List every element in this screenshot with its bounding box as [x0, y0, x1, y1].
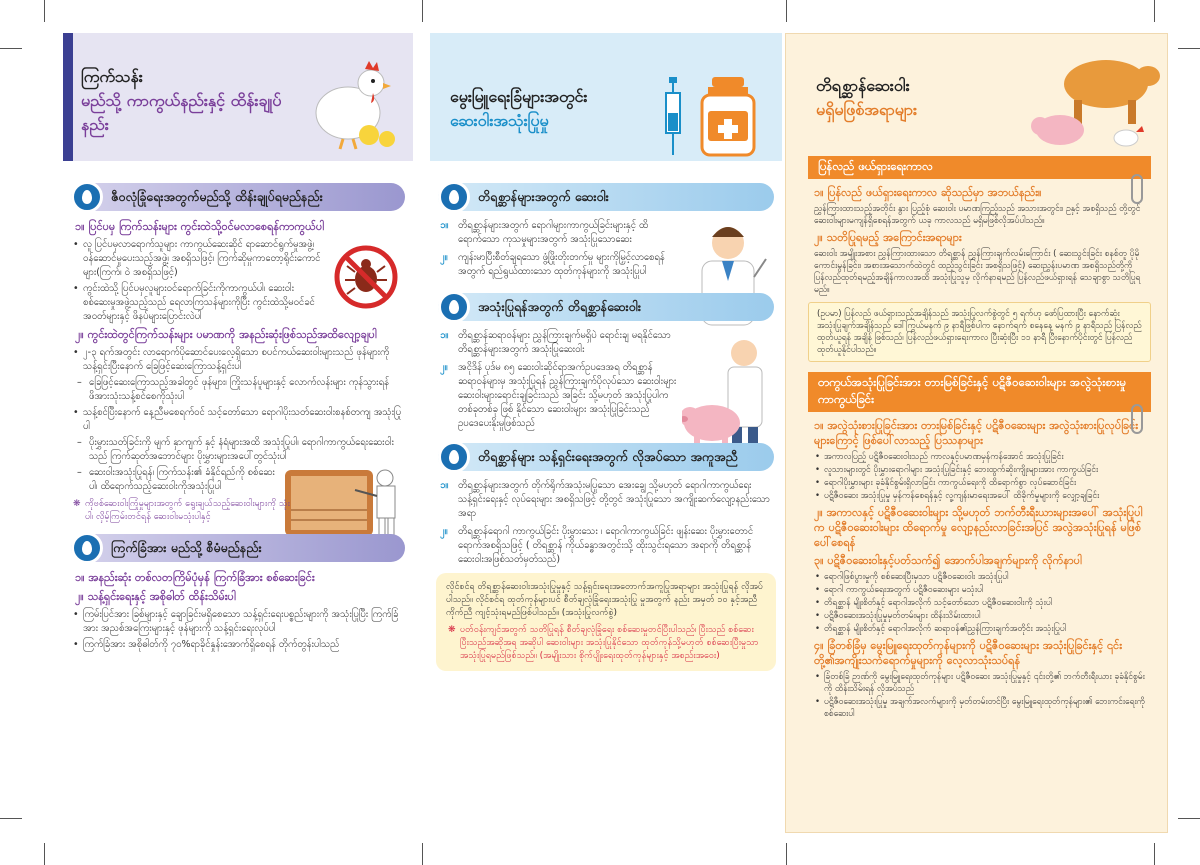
- crop-mark: [44, 0, 45, 22]
- content-block: [71, 238, 405, 324]
- panel3-header: [786, 34, 1167, 156]
- chicken-illustration: [303, 53, 403, 153]
- subheading: ၁။ ပြင်ပမှ ကြက်သန်းများ ကွင်းထဲသို့ဝင်မလာစေရန်ကာကွယ်ပါ: [75, 220, 325, 233]
- bullet-text: • သန့်စင်ပြီးနောက် နေ့ညီမစေရက်ဝင် သင့်တော်သော ရောဂါပိုးသတ်ဆေးဝါးစနစ်တကျ အသုံးပြုပါ: [71, 406, 405, 434]
- tab-antibiotic-misuse: တကွယ်အသုံးပြုခြင်းအား တားမြစ်ခြင်းနှင့် ပဋိဇီဝဆေးဝါးများ အလွဲသုံးစားမှုကာကွယ်ခြင်း: [808, 372, 1151, 412]
- panel3-title: တိရစ္ဆာန်ဆေးဝါး မရှိမဖြစ်အရာများ: [816, 76, 918, 119]
- water-drop-icon: [438, 181, 470, 213]
- subheading: ၂။ သတိပြုရမည့် အကြောင်းအရာများ: [814, 231, 962, 244]
- bullet-text: • လူ ပြင်ပမှလာရောက်သူများ ကာကွယ်ဆေးဆိုင် ရာဆောင်ရွက်မှုအဖွဲ့၊ ဝန်ဆောင်မှုပေးသည့်အဖွဲ့၊ အစရှိသဖြင့်၊ ကြက်ဆိုမှုကာတော့ရိုင်းကောင်များ(ကြက်၊ ဝဲ အစရှိသဖြင့်): [71, 238, 321, 280]
- spraying-worker-illustration: [285, 460, 405, 538]
- dash-text: – ဆေးဝါးအသုံးပြုရန်၊ ကြက်သန်း၏ ခံနိုင်ရည်ကို စစ်ဆေးပါ၊ ထိရောက်သည့်ဆေးဝါးကိုအသုံးပြုပါ: [71, 466, 281, 494]
- numbered-item: ၂။ အငိုဒိန် ပုဒ်မ ၈၅ ဆေးဝါးဆိုင်ရာအက်ဥပဒေအရ တိရစ္ဆာန်ဆရာဝန်များမှ အသုံးပြုရန် ညွှန်ကြားချက်ပိုလုပ်သော ဆေးဝါးများ ဆေးဝါးများရောင်းချခြင်းသည် အခြင်း သို့မဟုတ် အသုံးပြုပါက တစ်ခုတစ်ခု ဖြစ် နိုင်သော ဆေးဝါးများ အသုံးပြုခြင်းသည် ဥပဒေပေးနိုးမှုဖြစ်သည်: [440, 362, 677, 429]
- tab-withdrawal-period: ပြန်လည် ဖယ်ရှားရေးကာလ: [808, 156, 1151, 179]
- subheading: ၁။ အလွဲသုံးစားပြုခြင်းအား တားမြစ်ခြင်းနှင့် ပဋိဇီဝဆေးများ အလွဲသုံးစားပြုလုပ်ခြင်းများကြောင့် ဖြစ်ပေါ်လာသည့် ပြဿနာများ: [814, 419, 1139, 447]
- section-coop-management: [63, 534, 413, 652]
- fold-mark: [422, 843, 423, 865]
- paperclip-icon: [1131, 174, 1143, 204]
- bullet-text: • ကြမ်းပြင်အား ခြစ်များနှင့် ချောခြင်းမရှိစေသော သန့်ရှင်းရေးပစ္စည်းများကို အသုံးပြုပြီး ကြက်ခြံအား အညစ်အကြေးများနှင့် ဖုန်များကို သန့်ရှင်းရေးလုပ်ပါ: [71, 608, 405, 636]
- crop-mark: [1154, 0, 1155, 22]
- crop-mark: [44, 843, 45, 865]
- panel1-header: [63, 33, 413, 161]
- paperclip-icon: [1131, 404, 1143, 434]
- fold-mark: [422, 0, 423, 22]
- water-drop-icon: [71, 532, 103, 564]
- bullet-text: • ၂-၃ ရက်အတွင်း လာရောက်ပိုဆောင်ပေးလေ့ရှိသော စပင်ကယ်ဆေးဝါးများသည် ဖုန်များကို သန့်ရှင်းပြီးနောက် ခြေဖြင့်ဆေးကြောသန့်ရှင်းပါ: [71, 346, 405, 374]
- subheading: ၃။ ပဋိဇီဝဆေးဝါးနှင့်ပတ်သက်၍ အောက်ပါအချက်များကို လိုက်နာပါ: [814, 554, 1082, 567]
- section-heading: ဇီဝလုံခြုံရေးအတွက်မည်သို့ ထိန်းချုပ်ရမည်နည်း: [71, 183, 405, 211]
- subheading: ၂။ သန့်ရှင်းရေးနှင့် အစိုဓါတ် ထိန်းသိမ်းပါ: [75, 590, 236, 603]
- subheading: ၂။ ကွင်းထဲတွင်ကြက်သန်းများ ပမာဏကို အနည်းဆုံးဖြစ်သည်အထိလျော့ချပါ: [75, 328, 377, 341]
- warning-box: [436, 573, 776, 671]
- subheading: ၄။ ခြံတစ်ခြံမှ မွေးမြူရေးထုတ်ကုန်များကို ပဋိဇီဝဆေးများ အသုံးပြုခြင်းနှင့် ၎င်းတို့၏အကျိုးသက်ရောက်မှုများကို လေ့လာသုံးသပ်ရန်: [814, 639, 1123, 667]
- fold-mark: [786, 0, 787, 22]
- warning-text: လိုင်စင်ရ တိရစ္ဆာန်ဆေးဝါးအသုံးပြုမှုနှင့် သန့်ရှင်းရေးအတောက်အကူပြုအရာများ အသုံးပြုရန် လိုအပ်ပါသည်။ လိုင်စင်ရ ထုတ်ကုန်များပင် စီတ်ချလုံခြုံရေးအသုံးပြု မှုအတွက် နည်း အမှတ် ၁၀ နှင့်အညီကိုက်ညီ ကျင့်သုံးရမည်ဖြစ်ပါသည်။ (အသုံးပြုလက်စွဲ): [446, 582, 763, 618]
- warning-note: ❋ ပတ်ဝန်းကျင်အတွက် သတိပြုရန် စီတ်ချလုံခြုံရေး စစ်ဆေးမှုတင်ပြီးပါသည်၊ ပြီးသည် စစ်ဆေးပြီးသည်အဆိုအရ အဆိုပါ ဆေးဝါးများ အသုံးပြုနိုင်သော ထုတ်ကုန်သို့မဟုတ် စစ်ဆေးပြီးမှုသာ အသုံးပြုရမည်ဖြစ်သည်။ (အမျိုးသား စိုက်ပျိုးရေးထုတ်ကုန်များနှင့် အစည်းအဝေး): [446, 624, 766, 663]
- panel-poultry-mites: [63, 33, 413, 833]
- note-text: ❋ ကိုဗစ်ဆေးဝါးကြုံမှုများအတွက် ရွေးချယ်သည့်ဆေးဝါးများကို သုံးပါ၊ လှိမ့်ကြမ်းတင်ရန် ဆေးဝါးမသုံးပါနှင့်: [71, 498, 291, 524]
- fold-mark: [786, 843, 787, 865]
- crop-mark: [1154, 843, 1155, 865]
- dash-text: – ခြေဖြင့်ဆေးကြောသည့်အခါတွင် ဖုန်များ၊ ကြိုးသန်ပူများနှင့် လောက်လန်းများ ကုန်သွားရန် ဖိအားသုံးသန့်စင်စေကိုသုံးပါ: [71, 376, 405, 404]
- water-drop-icon: [71, 181, 103, 213]
- no-mite-icon: [333, 244, 399, 310]
- section-drugs-for-animals: [430, 183, 782, 279]
- crop-mark: [1178, 48, 1200, 49]
- body-text: ညွှန်ကြားထားသည့်အတိုင်း နွား ပြည့်စုံ ဆေးဝါး ပမာဏကြည့်သည် အသားအတွင်း၊ ဥနှင့် အစရှိသည် တို့တွင် ဆေးဝါးများမကျန်ရှိစေရန်အတွက် ယခု ကာလသည် မရှိမဖြစ်လိုအပ်ပါသည်။: [814, 204, 1141, 226]
- content-block: [438, 329, 774, 431]
- content-block: [71, 466, 405, 494]
- bullet-list: • အကာလပြည့် ပဋိဇီဝဆေးဝါးသည် ကာလနှင့်ပမာဏမှန်ကန်အောင် အသုံးပြုခြင်း • လူသားများတွင် ပိုးမွှားရောဂါများ အသုံးပြုခြင်းနှင့် ဘေးထွက်ဆိုးကျိုးများအား ကာကွယ်ခြင်း • ရောဂါပိုးမွှားများ ခုခံနိုင်စွမ်းရှိလာခြင်း ကာကွယ်ရေးကို ထိရောက်စွာ လုပ်ဆောင်ခြင်း • ပဋိဇီဝဆေး အသုံးပြုမှု မှန်ကန်စေရန်နှင့် လူ့ကျန်းမာရေးအပေါ် ထိခိုက်မှုများကို လျှော့ချခြင်း: [814, 451, 1147, 502]
- crop-mark: [0, 48, 22, 49]
- section-heading: ကြက်ခြံအား မည်သို့ စီမံမည်နည်း: [71, 534, 405, 562]
- water-drop-icon: [438, 291, 470, 323]
- panel1-title: ကြက်သန်း မည်သို့ ကာကွယ်နည်းနှင့် ထိန်းချုပ်နည်း: [81, 67, 282, 134]
- dash-text: – ပိုးမွှားသတ်ခြင်းကို မျက် နှာကျက် နှင့် နံရံများအထိ အသုံးပြုပါ၊ ရောဂါကာကွယ်ရေးဆေးဝါးသည် ကြက်ဆုတ်အဘောင်များ ပိုးမွှားများအပေါ်တွင်သုံးပါ: [71, 436, 405, 464]
- bullet-list: • ခြံတစ်ခြံ ဉာဏ်ကို မွေးမြူရေးထုတ်ကုန်များ ပဋိဇီဝဆေး အသုံးပြုမှုနှင့် ၎င်းတို့၏ ဘက်တီးရီးယား ခုခံနိုင်စွမ်းကို ထိန်းသိမ်းရန် လိုအပ်သည် • ပဋိဇီဝဆေးအသုံးပြုမှု အချက်အလက်များကို မှတ်တမ်းတင်ပြီး မွေးမြူရေးထုတ်ကုန်များ၏ ဘေးကင်းရေးကို စစ်ဆေးပါ: [814, 671, 1147, 720]
- numbered-item: ၁။ တိရစ္ဆာန်များအတွက် ရောဂါများကာကွယ်ခြင်းများနှင့် ထိရောက်သော ကုသမှုများအတွက် အသုံးပြုသောဆေး: [440, 220, 649, 245]
- example-box: (ဥပမာ) ပြန်လည် ဖယ်ရှားသည့်အချိန်သည် အသုံးပြုလက်စွဲတွင် ၅ ရက်ဟု ဖော်ပြထားပြီး နောက်ဆုံးအသုံးပြုချက်အချိန်သည် ဒေါ်ကြွယ်မနက် ၉ နာရီဖြစ်ပါက နောက်ရက် စနေနေ့ မနက် ၉ နာရီသည် ပြန်လည် ထုတ်ယူရန် အချိန် ဖြစ်သည်၊ ပြန်လည်ဖယ်ရှားရေးကာလ ပြီးဆုံးပြီး ၁၁ နာရီ ပြီးနောက်ပိုင်းတွင် ပြန်လည်ထုတ်ယူနိုင်ပါသည်။: [808, 302, 1151, 362]
- numbered-item: ၂။ ကျန်းမာပြီးစီတ်ချရသော ဖွံ့ဖြိုးတိုးတက်မှု များကိုမြှင့်လာစေရန်အတွက် ရည်ရွယ်ထားသော ထုတ်ကုန်များကို အသုံးပြုပါ: [440, 252, 665, 277]
- body-text: ဆေးဝါး အမျိုးအစား ညွှန်ကြားထားသော တိရစ္ဆာန် ညွှန်ကြားချက်လမ်းကြောင်း ( ဆေးသွင်းခြင်း စနစ်တူ ပိုမိုကောင်းမွန်ခြင်း၊ အစားအသောက်ထဲတွင် ထည့်သွင်းခြင်း အစရှိသဖြင့်) ဆေးညွှန်းပမာဏ အစရှိသည်တို့ကို ပြန်လည်ထုတ်ရမည့်အချိန်ကာလအထိ အသုံးပြုသူမှ လိုက်နာရမည် ပြန်လည်ဖယ်ရှားရန် သေချာစွာ သတိပြုရမည်။: [814, 249, 1141, 295]
- panel2-title: မွေးမြူရေးခြံများအတွင်း ဆေးဝါးအသုံးပြုမှု: [450, 87, 588, 130]
- panel2-header: [430, 33, 782, 161]
- cow-pig-illustration: [1024, 44, 1164, 152]
- section-heading: အသုံးပြုရန်အတွက် တိရစ္ဆာန်ဆေးဝါး: [438, 293, 774, 321]
- numbered-item: ၂။ တိရစ္ဆာန်ရောဂါ ကာကွယ်ခြင်း ပိုးမွှားသေး ၊ ရောဂါကာကွယ်ခြင်း ဖျန်းဆေး ပိုးမွှားတောင်ရောက်အစရှိသဖြင့် ( တိရစ္ဆာန် ကိုယ်ခန္ဓာအတွင်းသို့ ထိုးသွင်းရသော အရာကို တိရစ္ဆာန်ဆေးဝါးအဖြစ်သတ်မှတ်သည်): [440, 526, 754, 565]
- bullet-list: • ရောဂါဖြစ်ပွားမှုကို စစ်ဆေးပြီးမှသာ ပဋိဇီဝဆေးဝါး အသုံးပြုပါ • ရောဂါ ကာကွယ်ရေးအတွက် ပဋိဇီဝဆေးများ မသုံးပါ • တိရစ္ဆာန် မျိုးစိတ်နှင့် ရောဂါအလိုက် သင့်တော်သော ပဋိဇီဝဆေးဝါးကို သုံးပါ • ပဋိဇီဝဆေးအသုံးပြုမှုမှတ်တမ်းများ ထိန်းသိမ်းထားပါ • တိရစ္ဆာန် မျိုးစိတ်နှင့် ရောဂါအလိုက် ဆရာဝန်၏ညွှန်ကြားချက်အတိုင်း အသုံးပြုပါ: [814, 571, 1147, 635]
- crop-mark: [1178, 818, 1200, 819]
- section-sanitation: [430, 443, 782, 567]
- crop-mark: [0, 818, 22, 819]
- syringe-icon: [662, 77, 684, 157]
- panel-vet-drug-essentials: [785, 33, 1168, 833]
- panel-farm-drug-use: [430, 33, 782, 833]
- section-heading: တိရစ္ဆာန်များအတွက် ဆေးဝါး: [438, 183, 774, 211]
- subheading: ၂။ အကာလနှင့် ပဋိဇီဝဆေးဝါးများ သို့မဟုတ် ဘက်တီးရီးယားများအပေါ် အသုံးပြုပါက ပဋိဇီဝဆေးဝါးများ ထိရောက်မှု လျော့နည်းလာခြင်းအပြင် အလွဲအသုံးပြုရန် မဖြစ်ပေါ်စေရန်: [814, 506, 1143, 549]
- numbered-item: ၁။ တိရစ္ဆာန်ဆရာဝန်များ ညွှန်ကြားချက်မရှိပဲ ရောင်းချ မရနိုင်သော တိရစ္ဆာန်များအတွက် အသုံးပြုဆေးဝါး: [440, 330, 671, 355]
- bullet-text: • ကွင်းထဲသို့ ပြင်ပမှလူများဝင်ရောက်ခြင်းကိုကာကွယ်ပါ၊ ဆေးဝါးစစ်ဆေးမှုအဖွဲ့သည့်သည် ရေလာကြသန်များကိုပြီး ကွင်းထဲသို့မဝင်ခင် အဝတ်များနှင့် ဖိနပ်များပြောင်းလဲပါ: [71, 282, 321, 324]
- content-block: [438, 219, 774, 279]
- section-restricted-drugs: [430, 293, 782, 431]
- section-biosecurity: [63, 183, 413, 524]
- numbered-item: ၁။ တိရစ္ဆာန်များအတွက် တိုက်ရိုက်အသုံးမပြုသော အေးချွေ သို့မဟုတ် ရောဂါကာကွယ်ရေး သန့်ရှင်းရေးနှင့် လုပ်ရေးများ အစရှိသဖြင့် တို့တွင် အသုံးပြုသော အကျိုးဆက်လျော့နည်းသော အရာ: [440, 480, 770, 519]
- medicine-bottle-icon: [698, 77, 758, 157]
- subheading: ၁။ ပြန်လည် ဖယ်ရှားရေးကာလ ဆိုသည်မှာ အဘယ်နည်း။: [814, 186, 1042, 199]
- water-drop-icon: [438, 441, 470, 473]
- subheading: ၁။ အနည်းဆုံး တစ်လတကြိမ်ပုံမှန် ကြက်ခြံအား စစ်ဆေးခြင်း: [75, 571, 315, 584]
- bullet-text: • ကြက်ခြံအား အစိုဓါတ်ကို ၇၀%ရာခိုင်နှုန်းအောက်ရှိစေရန် တိုက်တွန်းပါသည်: [71, 638, 405, 652]
- section-heading: တိရစ္ဆာန်များ သန့်ရှင်းရေးအတွက် လိုအပ်သော အကူအညီ: [438, 443, 774, 471]
